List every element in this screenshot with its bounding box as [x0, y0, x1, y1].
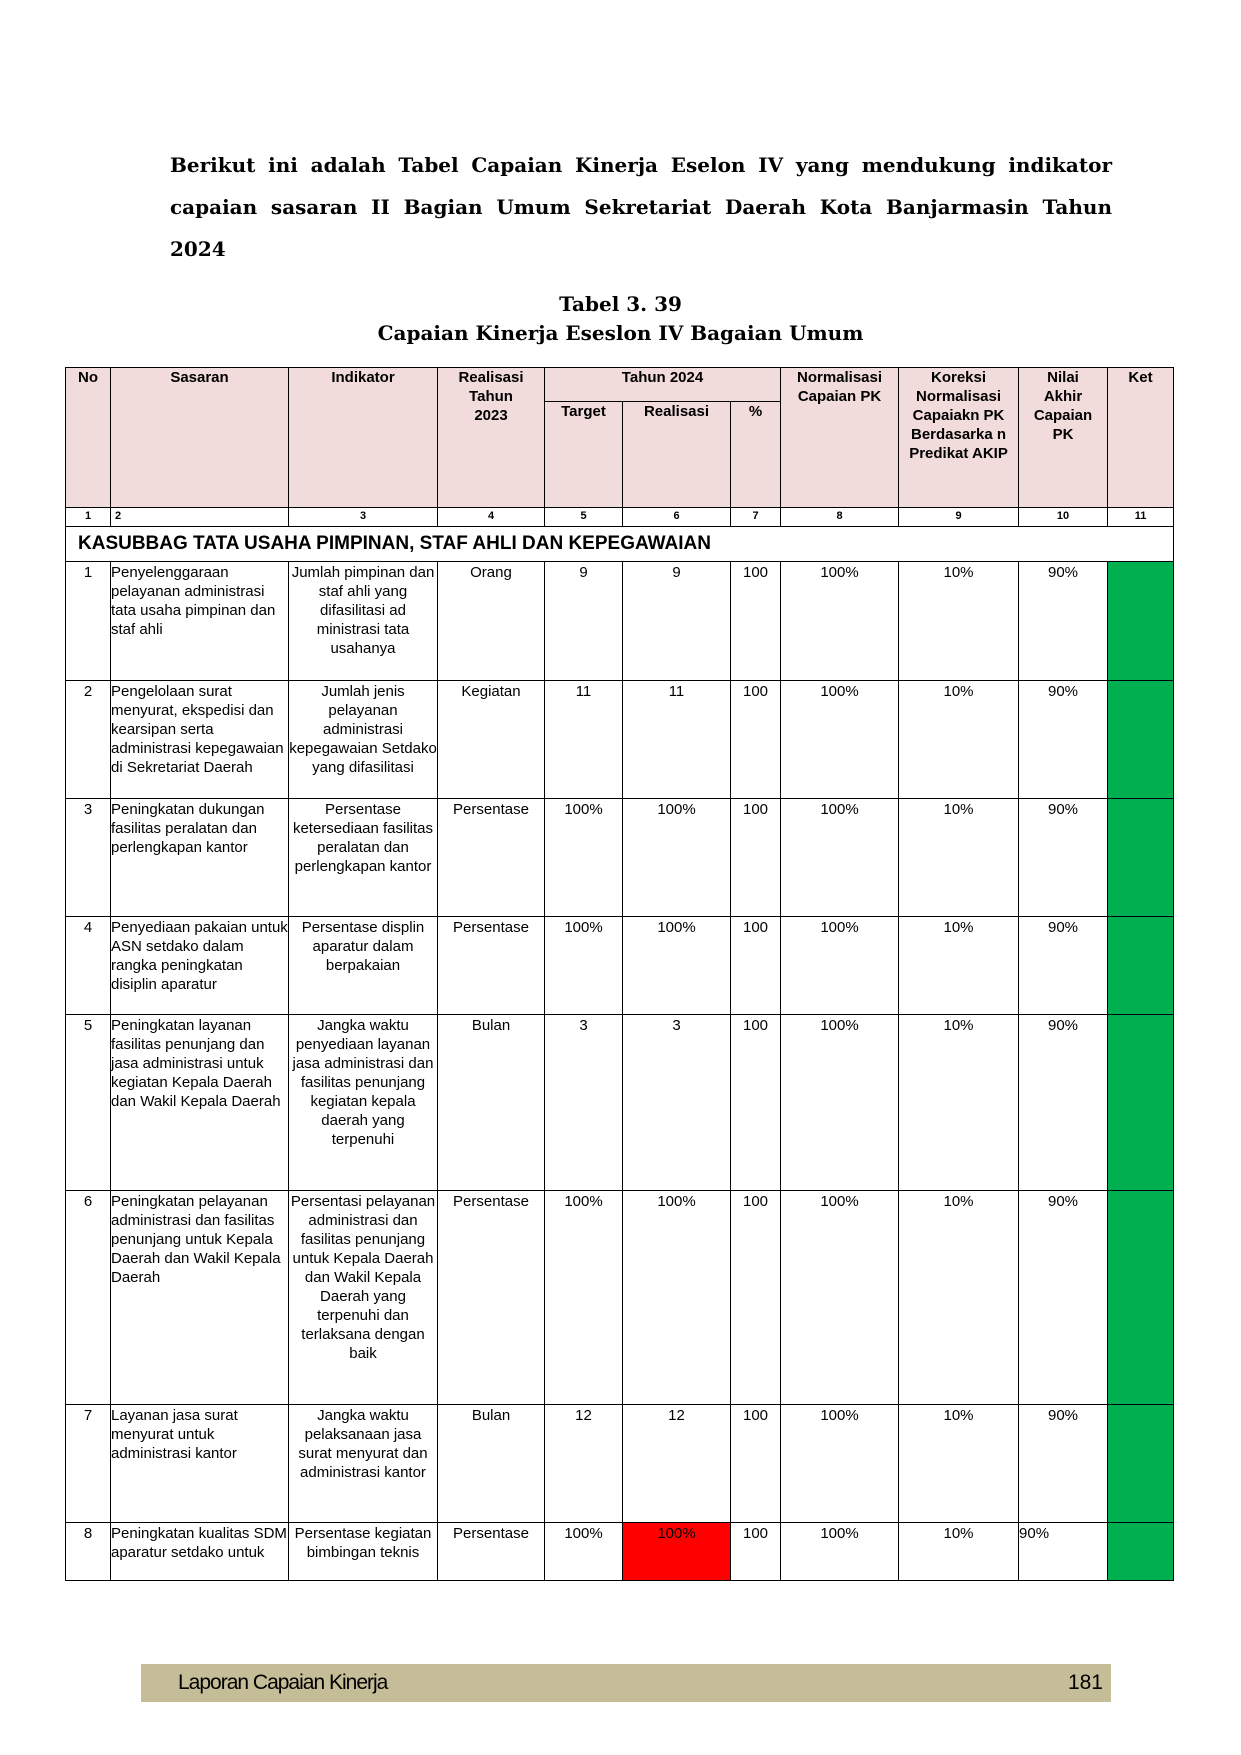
table-row — [66, 799, 1174, 917]
cell-koreksi: 10% — [899, 917, 1019, 1015]
cell-no: 8 — [66, 1523, 111, 1581]
cell-ket-status — [1108, 1405, 1174, 1523]
cell-percent: 100 — [731, 1523, 781, 1581]
cell-indikator: Jangka waktu penyediaan layanan jasa administrasi dan fasilitas penunjang kegiatan kepala daerah yang terpenuhi — [289, 1015, 438, 1191]
cell-satuan: Persentase — [438, 1191, 545, 1405]
header-tahun-2024: Tahun 2024 — [545, 368, 781, 402]
header-sasaran: Sasaran — [111, 368, 289, 508]
table-row — [66, 1405, 1174, 1523]
cell-percent: 100 — [731, 1405, 781, 1523]
cell-sasaran: Pengelolaan surat menyurat, ekspedisi dan kearsipan serta administrasi kepegawaian di Sekretariat Daerah — [111, 681, 289, 799]
cell-koreksi: 10% — [899, 562, 1019, 681]
cell-nilai-akhir: 90% — [1019, 1523, 1108, 1581]
column-number: 10 — [1019, 508, 1108, 527]
cell-ket-status — [1108, 681, 1174, 799]
cell-no: 7 — [66, 1405, 111, 1523]
cell-sasaran: Penyediaan pakaian untuk ASN setdako dalam rangka peningkatan disiplin aparatur — [111, 917, 289, 1015]
cell-normalisasi: 100% — [781, 681, 899, 799]
cell-satuan: Persentase — [438, 799, 545, 917]
column-number: 9 — [899, 508, 1019, 527]
cell-koreksi: 10% — [899, 799, 1019, 917]
cell-target: 100% — [545, 917, 623, 1015]
cell-ket-status — [1108, 1523, 1174, 1581]
header-realisasi-2023: Realisasi Tahun 2023 — [438, 368, 545, 508]
cell-no: 2 — [66, 681, 111, 799]
cell-nilai-akhir: 90% — [1019, 1015, 1108, 1191]
cell-realisasi: 11 — [623, 681, 731, 799]
cell-percent: 100 — [731, 681, 781, 799]
table-row — [66, 917, 1174, 1015]
cell-realisasi: 3 — [623, 1015, 731, 1191]
cell-normalisasi: 100% — [781, 1015, 899, 1191]
header-ket: Ket — [1108, 368, 1174, 508]
header-target: Target — [545, 402, 623, 508]
cell-sasaran: Peningkatan dukungan fasilitas peralatan dan perlengkapan kantor — [111, 799, 289, 917]
cell-ket-status — [1108, 799, 1174, 917]
cell-sasaran: Peningkatan pelayanan administrasi dan fasilitas penunjang untuk Kepala Daerah dan Wakil Kepala Daerah — [111, 1191, 289, 1405]
footer-title: Laporan Capaian Kinerja — [178, 1671, 388, 1694]
header-no: No — [66, 368, 111, 508]
table-row — [66, 1191, 1174, 1405]
cell-realisasi: 100% — [623, 799, 731, 917]
cell-realisasi: 9 — [623, 562, 731, 681]
cell-sasaran: Layanan jasa surat menyurat untuk administrasi kantor — [111, 1405, 289, 1523]
cell-satuan: Persentase — [438, 917, 545, 1015]
cell-sasaran: Peningkatan layanan fasilitas penunjang dan jasa administrasi untuk kegiatan Kepala Daerah dan Wakil Kepala Daerah — [111, 1015, 289, 1191]
cell-normalisasi: 100% — [781, 562, 899, 681]
cell-satuan: Persentase — [438, 1523, 545, 1581]
cell-indikator: Persentase displin aparatur dalam berpakaian — [289, 917, 438, 1015]
table-row — [66, 1015, 1174, 1191]
column-number: 8 — [781, 508, 899, 527]
cell-realisasi: 100% — [623, 1191, 731, 1405]
cell-target: 3 — [545, 1015, 623, 1191]
cell-nilai-akhir: 90% — [1019, 799, 1108, 917]
cell-nilai-akhir: 90% — [1019, 1191, 1108, 1405]
header-percent: % — [731, 402, 781, 508]
table-header — [66, 368, 1174, 508]
header-koreksi: Koreksi Normalisasi Capaiakn PK Berdasarka n Predikat AKIP — [899, 368, 1019, 508]
column-number: 5 — [545, 508, 623, 527]
cell-percent: 100 — [731, 799, 781, 917]
column-number-row — [66, 508, 1174, 562]
cell-sasaran: Penyelenggaraan pelayanan administrasi tata usaha pimpinan dan staf ahli — [111, 562, 289, 681]
cell-target: 100% — [545, 799, 623, 917]
performance-table — [65, 367, 1174, 1581]
cell-indikator: Persentase ketersediaan fasilitas peralatan dan perlengkapan kantor — [289, 799, 438, 917]
table-caption-title: Capaian Kinerja Eseslon IV Bagaian Umum — [377, 321, 864, 345]
cell-satuan: Bulan — [438, 1015, 545, 1191]
header-realisasi: Realisasi — [623, 402, 731, 508]
cell-percent: 100 — [731, 1191, 781, 1405]
cell-ket-status — [1108, 1191, 1174, 1405]
cell-nilai-akhir: 90% — [1019, 917, 1108, 1015]
cell-ket-status — [1108, 562, 1174, 681]
cell-realisasi: 100% — [623, 917, 731, 1015]
cell-no: 1 — [66, 562, 111, 681]
cell-indikator: Persentase kegiatan bimbingan teknis — [289, 1523, 438, 1581]
cell-koreksi: 10% — [899, 681, 1019, 799]
column-number: 6 — [623, 508, 731, 527]
header-nilai-akhir: Nilai Akhir Capaian PK — [1019, 368, 1108, 508]
cell-koreksi: 10% — [899, 1405, 1019, 1523]
cell-satuan: Bulan — [438, 1405, 545, 1523]
page-number: 181 — [1067, 1671, 1103, 1694]
cell-indikator: Jangka waktu pelaksanaan jasa surat menyurat dan administrasi kantor — [289, 1405, 438, 1523]
table-row — [66, 1523, 1174, 1581]
cell-target: 12 — [545, 1405, 623, 1523]
column-number: 7 — [731, 508, 781, 527]
header-normalisasi: Normalisasi Capaian PK — [781, 368, 899, 508]
cell-realisasi: 12 — [623, 1405, 731, 1523]
cell-target: 11 — [545, 681, 623, 799]
cell-satuan: Orang — [438, 562, 545, 681]
cell-nilai-akhir: 90% — [1019, 1405, 1108, 1523]
column-number: 1 — [66, 508, 111, 527]
cell-nilai-akhir: 90% — [1019, 562, 1108, 681]
cell-ket-status — [1108, 917, 1174, 1015]
cell-koreksi: 10% — [899, 1015, 1019, 1191]
header-indikator: Indikator — [289, 368, 438, 508]
cell-target: 100% — [545, 1191, 623, 1405]
cell-no: 3 — [66, 799, 111, 917]
cell-indikator: Persentasi pelayanan administrasi dan fasilitas penunjang untuk Kepala Daerah dan Wakil Kepala Daerah yang terpenuhi dan terlaksana dengan baik — [289, 1191, 438, 1405]
cell-normalisasi: 100% — [781, 1523, 899, 1581]
cell-ket-status — [1108, 1015, 1174, 1191]
cell-percent: 100 — [731, 562, 781, 681]
column-number: 11 — [1108, 508, 1174, 527]
section-title: KASUBBAG TATA USAHA PIMPINAN, STAF AHLI DAN KEPEGAWAIAN — [66, 527, 1174, 562]
page-footer — [141, 1664, 1111, 1702]
cell-koreksi: 10% — [899, 1523, 1019, 1581]
intro-paragraph: Berikut ini adalah Tabel Capaian Kinerja Eselon IV yang mendukung indikator capaian sasaran II Bagian Umum Sekretariat Daerah Kota Banjarmasin Tahun 2024 — [170, 153, 1112, 261]
cell-nilai-akhir: 90% — [1019, 681, 1108, 799]
cell-percent: 100 — [731, 1015, 781, 1191]
column-number: 2 — [111, 508, 289, 527]
table-row — [66, 562, 1174, 681]
cell-indikator: Jumlah jenis pelayanan administrasi kepegawaian Setdako yang difasilitasi — [289, 681, 438, 799]
cell-realisasi-alert: 100% — [623, 1523, 731, 1581]
column-number: 3 — [289, 508, 438, 527]
cell-normalisasi: 100% — [781, 917, 899, 1015]
table-row — [66, 681, 1174, 799]
table-body — [66, 562, 1174, 1581]
cell-normalisasi: 100% — [781, 1405, 899, 1523]
cell-koreksi: 10% — [899, 1191, 1019, 1405]
column-number: 4 — [438, 508, 545, 527]
cell-no: 6 — [66, 1191, 111, 1405]
table-caption-number: Tabel 3. 39 — [559, 292, 682, 316]
cell-no: 4 — [66, 917, 111, 1015]
cell-normalisasi: 100% — [781, 799, 899, 917]
cell-satuan: Kegiatan — [438, 681, 545, 799]
cell-sasaran: Peningkatan kualitas SDM aparatur setdako untuk — [111, 1523, 289, 1581]
cell-no: 5 — [66, 1015, 111, 1191]
cell-indikator: Jumlah pimpinan dan staf ahli yang difasilitasi ad ministrasi tata usahanya — [289, 562, 438, 681]
cell-percent: 100 — [731, 917, 781, 1015]
cell-target: 9 — [545, 562, 623, 681]
cell-target: 100% — [545, 1523, 623, 1581]
cell-normalisasi: 100% — [781, 1191, 899, 1405]
